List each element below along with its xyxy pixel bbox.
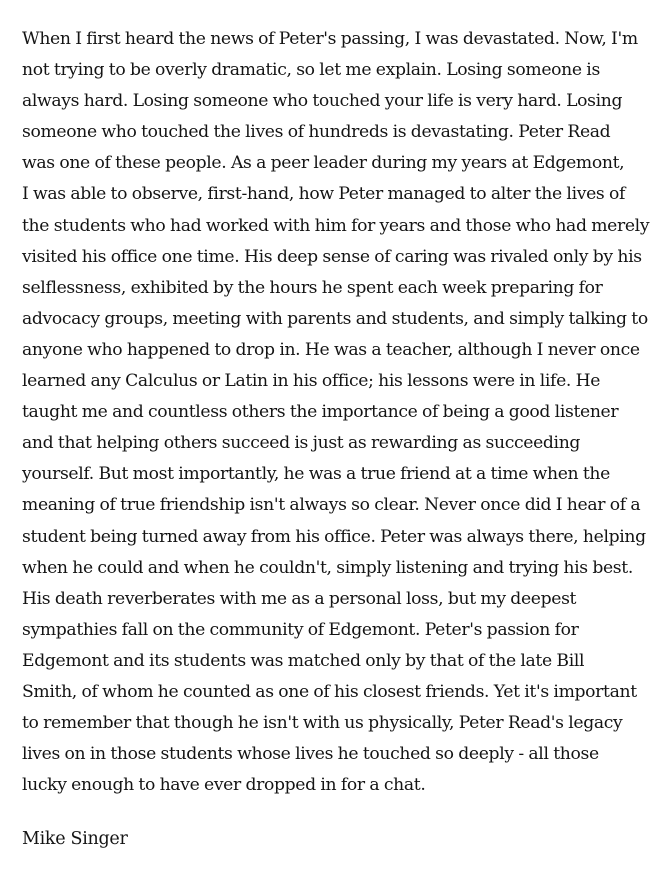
letter-body: [22, 24, 652, 801]
letter-line: His death reverberates with me as a personal loss, but my deepest: [22, 588, 577, 609]
letter-line: selflessness, exhibited by the hours he spent each week preparing for: [22, 277, 603, 298]
letter-line: was one of these people. As a peer leader during my years at Edgemont,: [22, 153, 625, 174]
letter-line: always hard. Losing someone who touched your life is very hard. Losing: [22, 91, 623, 112]
letter-line: someone who touched the lives of hundreds is devastating. Peter Read: [22, 122, 611, 143]
letter-line: anyone who happened to drop in. He was a teacher, although I never once: [22, 339, 640, 360]
letter-line: learned any Calculus or Latin in his office; his lessons were in life. He: [22, 371, 601, 392]
letter-line: and that helping others succeed is just as rewarding as succeeding: [22, 433, 581, 454]
letter-line: advocacy groups, meeting with parents and students, and simply talking to: [22, 308, 648, 329]
letter-line: Smith, of whom he counted as one of his closest friends. Yet it's important: [22, 681, 637, 702]
letter-line: lucky enough to have ever dropped in for a chat.: [22, 775, 426, 796]
letter-line: meaning of true friendship isn't always so clear. Never once did I hear of a: [22, 495, 641, 516]
letter-line: student being turned away from his office. Peter was always there, helping: [22, 526, 646, 547]
letter-line: I was able to observe, first-hand, how Peter managed to alter the lives of: [22, 184, 626, 205]
letter-line: visited his office one time. His deep sense of caring was rivaled only by his: [22, 246, 642, 267]
letter-line: when he could and when he couldn't, simply listening and trying his best.: [22, 557, 633, 578]
letter-line: yourself. But most importantly, he was a true friend at a time when the: [22, 464, 610, 485]
signature: Mike Singer: [22, 829, 128, 849]
letter-line: the students who had worked with him for years and those who had merely: [22, 215, 650, 236]
letter-line: When I first heard the news of Peter's passing, I was devastated. Now, I'm: [22, 29, 638, 49]
letter-line: Edgemont and its students was matched only by that of the late Bill: [22, 650, 585, 671]
letter-line: to remember that though he isn't with us physically, Peter Read's legacy: [22, 713, 623, 734]
letter-line: sympathies fall on the community of Edgemont. Peter's passion for: [22, 619, 579, 640]
letter-line: not trying to be overly dramatic, so let me explain. Losing someone is: [22, 60, 600, 81]
letter-line: lives on in those students whose lives he touched so deeply - all those: [22, 744, 599, 765]
letter-line: taught me and countless others the importance of being a good listener: [22, 402, 619, 423]
